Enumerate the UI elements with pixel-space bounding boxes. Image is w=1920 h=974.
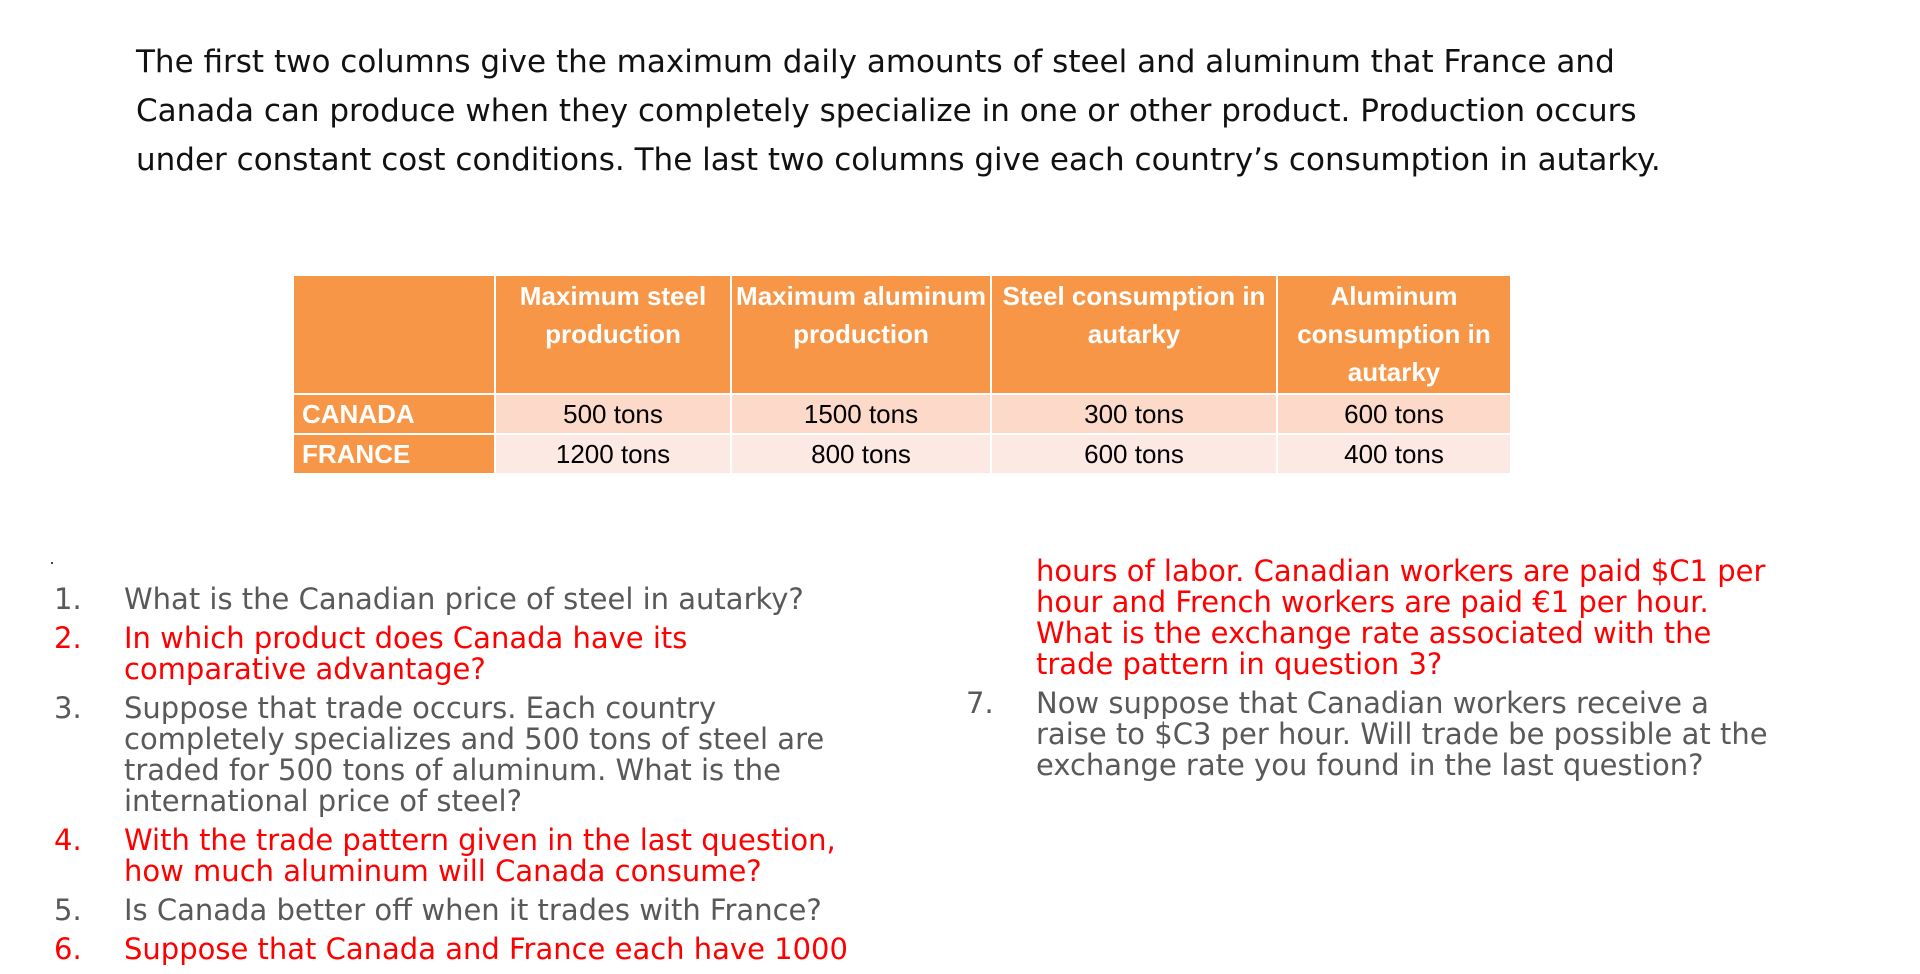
table-cell: 400 tons	[1277, 434, 1511, 474]
intro-line: Canada can produce when they completely specialize in one or other product. Production occurs	[136, 93, 1637, 129]
intro-line: The first two columns give the maximum daily amounts of steel and aluminum that France and	[136, 44, 1615, 80]
question-text-line: In which product does Canada have its	[124, 621, 688, 655]
question-text-line: traded for 500 tons of aluminum. What is the	[124, 753, 781, 787]
question-text-line: Now suppose that Canadian workers receive a	[1036, 686, 1709, 720]
intro-line: under constant cost conditions. The last two columns give each country’s consumption in autarky.	[136, 142, 1661, 178]
table-header-cell: Steel consumption in autarky	[991, 275, 1277, 394]
question-item	[54, 693, 848, 817]
question-text-line: international price of steel?	[124, 784, 522, 818]
table-cell: 300 tons	[991, 394, 1277, 434]
question-list-left	[54, 584, 848, 973]
table-cell: 800 tons	[731, 434, 991, 474]
table-cell: 1500 tons	[731, 394, 991, 434]
question-item	[966, 688, 1768, 781]
question-item	[54, 895, 848, 926]
table-header-cell: Maximum steel production	[495, 275, 731, 394]
question-text-line: What is the Canadian price of steel in autarky?	[124, 582, 804, 616]
question-number: 1.	[54, 582, 82, 616]
table-cell: 600 tons	[1277, 394, 1511, 434]
question-item	[54, 934, 848, 965]
stray-dot	[51, 562, 53, 564]
question-text-line: Is Canada better off when it trades with France?	[124, 893, 822, 927]
table-header-cell: Aluminum consumption in autarky	[1277, 275, 1511, 394]
table-row	[293, 434, 1511, 474]
table-cell: 500 tons	[495, 394, 731, 434]
question-text-line: With the trade pattern given in the last question,	[124, 823, 836, 857]
question-item	[54, 623, 848, 685]
table-header-row	[293, 275, 1511, 394]
question-text-line: exchange rate you found in the last question?	[1036, 748, 1704, 782]
question-text-line: Suppose that trade occurs. Each country	[124, 691, 717, 725]
question-item	[54, 584, 848, 615]
table-row	[293, 394, 1511, 434]
intro-paragraph	[136, 38, 1836, 185]
question-list-right	[966, 556, 1768, 789]
table-cell: 600 tons	[991, 434, 1277, 474]
row-country-label: CANADA	[293, 394, 495, 434]
question-text-line: Suppose that Canada and France each have 1000	[124, 932, 848, 966]
table-cell: 1200 tons	[495, 434, 731, 474]
question-text-line: hour and French workers are paid €1 per hour.	[1036, 585, 1709, 619]
question-text-line: What is the exchange rate associated with the	[1036, 616, 1712, 650]
question-text-line: trade pattern in question 3?	[1036, 647, 1443, 681]
row-country-label: FRANCE	[293, 434, 495, 474]
question-number: 5.	[54, 893, 82, 927]
table-header-cell: Maximum aluminum production	[731, 275, 991, 394]
question-number: 4.	[54, 823, 82, 857]
question-number: 2.	[54, 621, 82, 655]
question-text-line: raise to $C3 per hour. Will trade be possible at the	[1036, 717, 1768, 751]
question-text-line: completely specializes and 500 tons of steel are	[124, 722, 825, 756]
question-item	[966, 556, 1768, 680]
question-number: 7.	[966, 686, 994, 720]
question-item	[54, 825, 848, 887]
question-number: 6.	[54, 932, 82, 966]
question-text-line: comparative advantage?	[124, 652, 486, 686]
production-table	[292, 274, 1512, 475]
table-header-cell	[293, 275, 495, 394]
question-text-line: how much aluminum will Canada consume?	[124, 854, 762, 888]
question-number: 3.	[54, 691, 82, 725]
question-text-line: hours of labor. Canadian workers are paid $C1 per	[1036, 554, 1766, 588]
